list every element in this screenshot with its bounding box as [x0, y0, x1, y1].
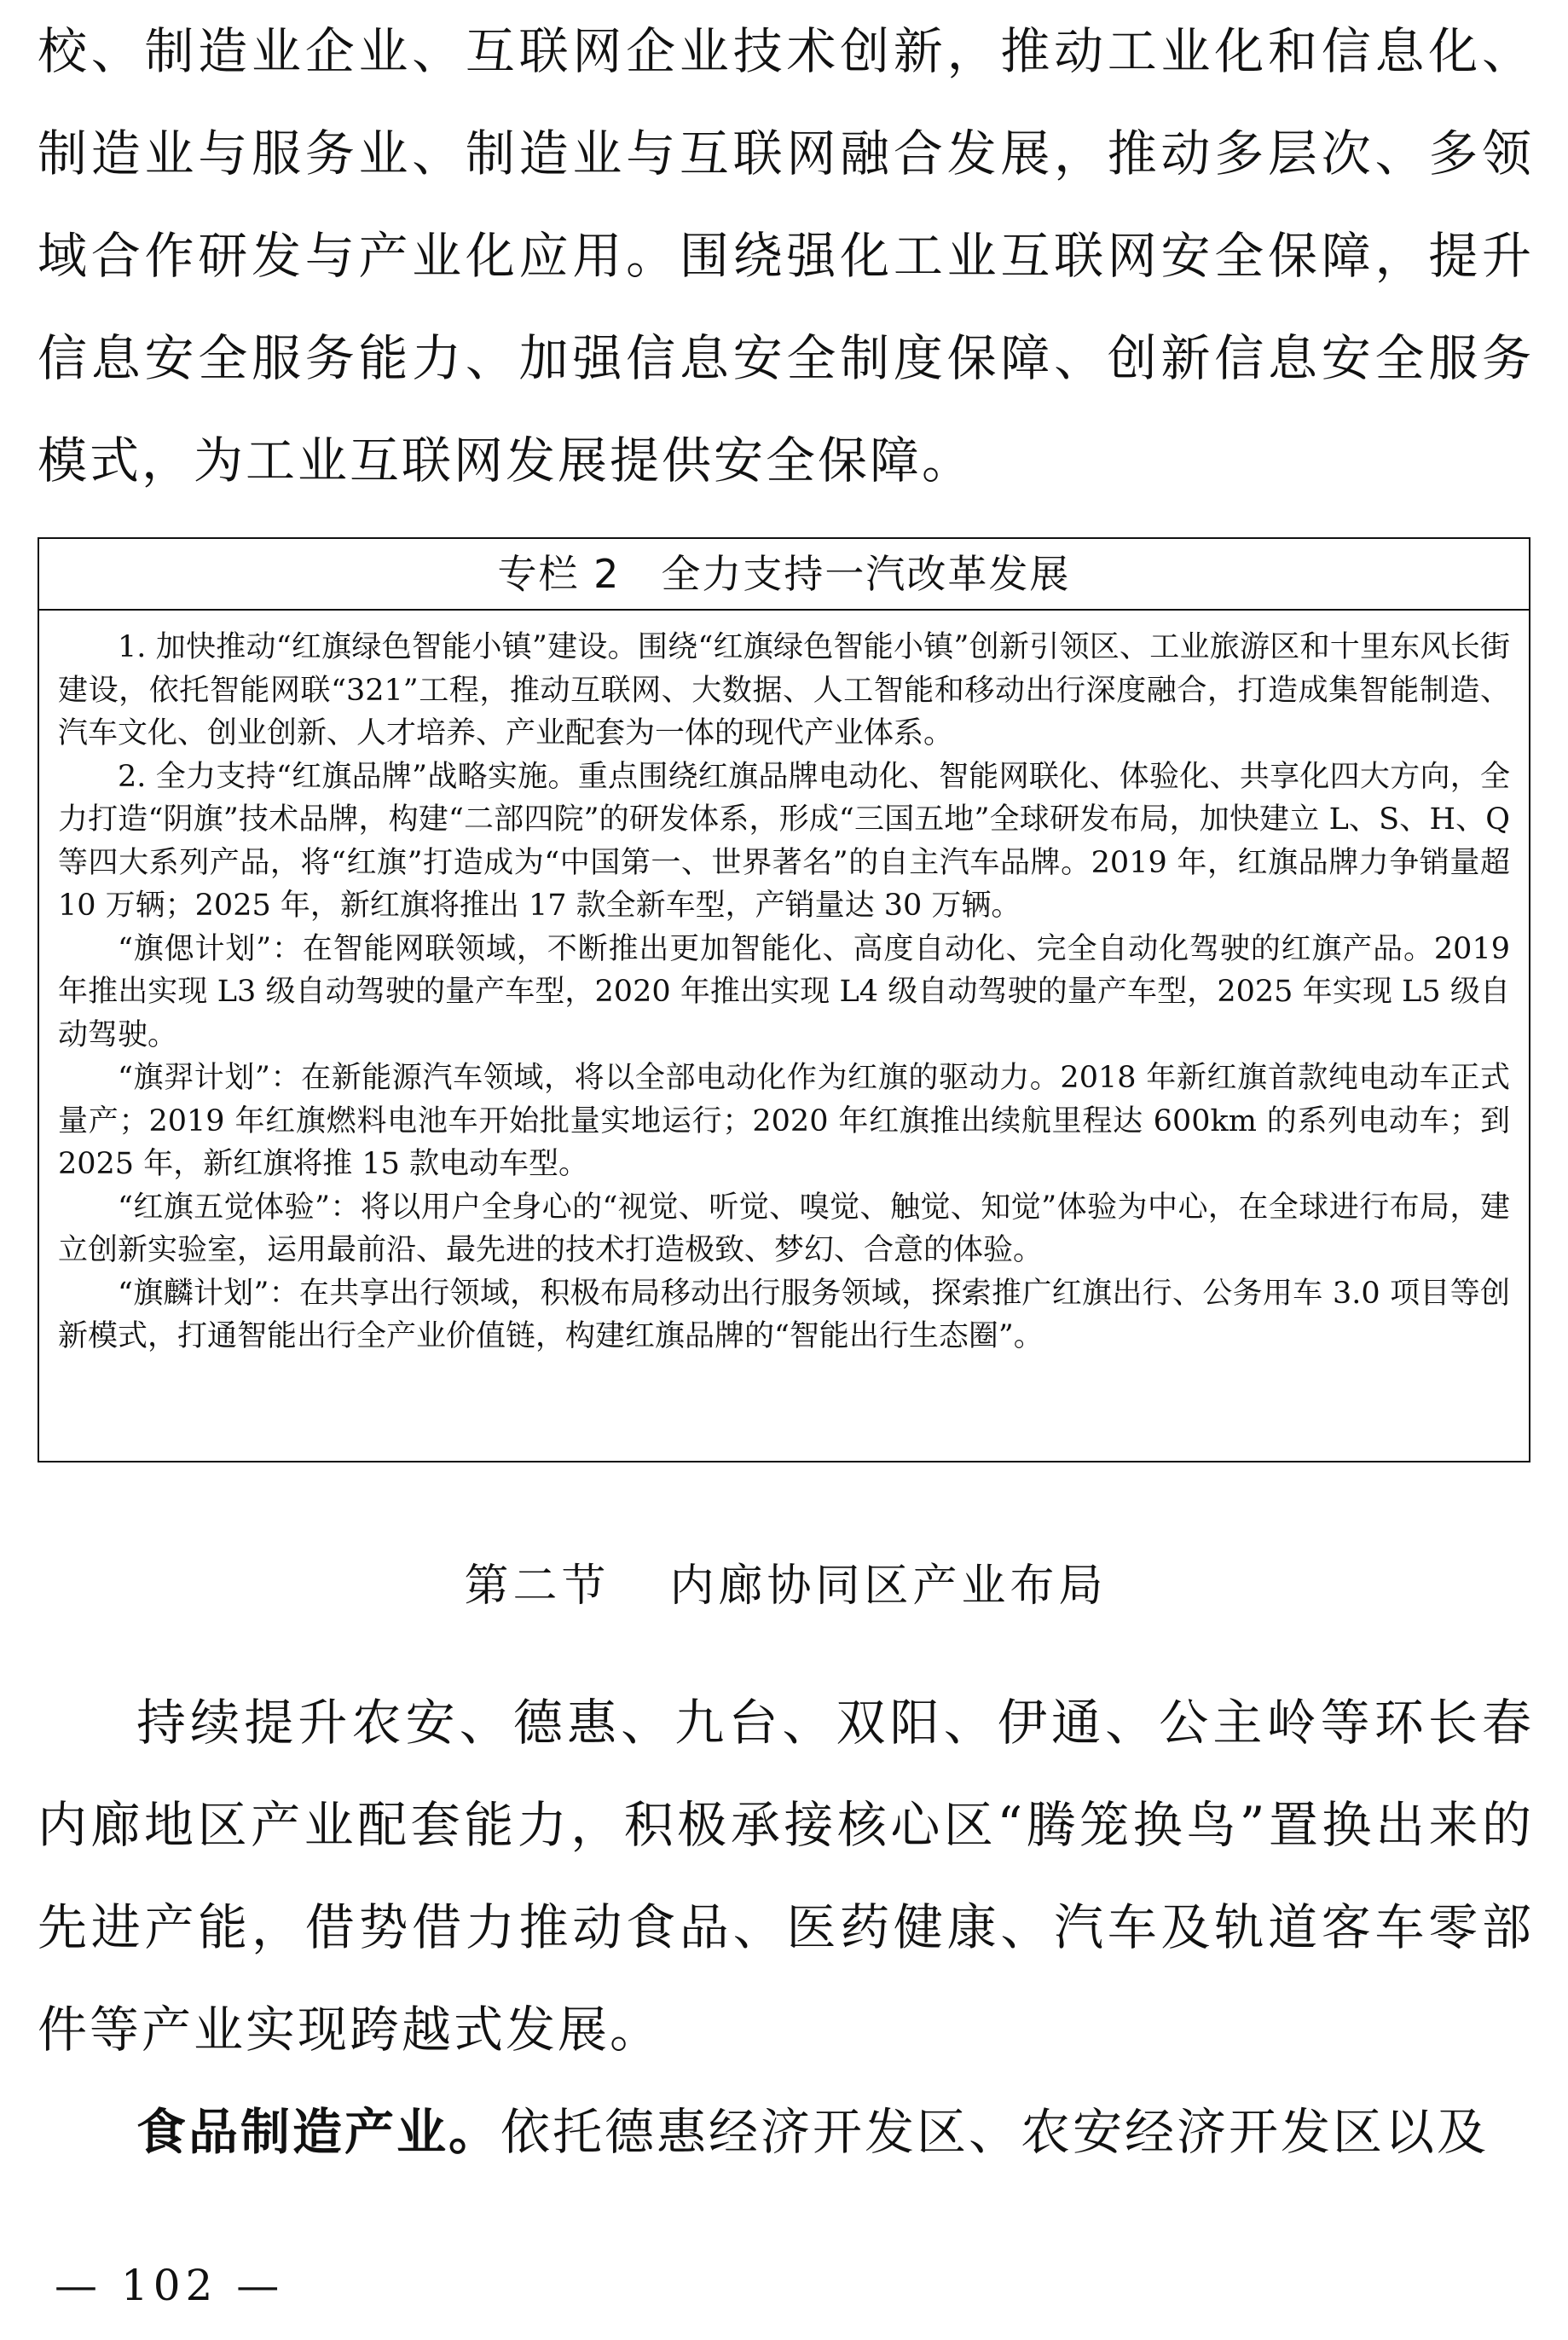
food-lead-heading: 食品制造产业。	[136, 2103, 501, 2161]
corridor-paragraph: 持续提升农安、德惠、九台、双阳、伊通、公主岭等环长春内廊地区产业配套能力，积极承接核心区“腾笼换鸟”置换出来的先进产能，借势借力推动食品、医药健康、汽车及轨道客车零部件等产业实现跨越式发展。	[38, 1694, 1534, 2059]
feature-box	[38, 537, 1530, 1462]
section-number: 第二节	[464, 1561, 610, 1612]
page-number: — 102 —	[55, 2261, 285, 2310]
section-title: 内廊协同区产业布局	[669, 1561, 1108, 1612]
feature-box-body	[39, 611, 1529, 1358]
box-paragraph-qisi: “旗偲计划”：在智能网联领域，不断推出更加智能化、高度自动化、完全自动化驾驶的红旗产品。2019 年推出实现 L3 级自动驾驶的量产车型，2020 年推出实现 L4 级自动驾驶的量产车型，2025 年实现 L5 级自动驾驶。	[58, 931, 1510, 1052]
box-paragraph-brand: 2. 全力支持“红旗品牌”战略实施。重点围绕红旗品牌电动化、智能网联化、体验化、共享化四大方向，全力打造“阴旗”技术品牌，构建“二部四院”的研发体系，形成“三国五地”全球研发布局，加快建立 L、S、H、Q 等四大系列产品，将“红旗”打造成为“中国第一、世界著名”的自主汽车品牌。2019 年，红旗品牌力争销量超 10 万辆；2025 年，新红旗将推出 17 款全新车型，产销量达 30 万辆。	[58, 759, 1510, 923]
food-paragraph-text: 依托德惠经济开发区、农安经济开发区以及	[500, 2103, 1490, 2161]
box-paragraph-qiyi: “旗羿计划”：在新能源汽车领域，将以全部电动化作为红旗的驱动力。2018 年新红旗首款纯电动车正式量产；2019 年红旗燃料电池车开始批量实地运行；2020 年红旗推出续航里程达 600km 的系列电动车；到 2025 年，新红旗将推 15 款电动车型。	[58, 1061, 1510, 1181]
box-paragraph-five-senses: “红旗五觉体验”：将以用户全身心的“视觉、听觉、嗅觉、触觉、知觉”体验为中心，在全球进行布局，建立创新实验室，运用最前沿、最先进的技术打造极致、梦幻、合意的体验。	[58, 1190, 1510, 1267]
box-paragraph-town: 1. 加快推动“红旗绿色智能小镇”建设。围绕“红旗绿色智能小镇”创新引领区、工业旅游区和十里东风长街建设，依托智能网联“321”工程，推动互联网、大数据、人工智能和移动出行深度融合，打造成集智能制造、汽车文化、创业创新、人才培养、产业配套为一体的现代产业体系。	[58, 630, 1510, 750]
box-paragraph-qilin: “旗麟计划”：在共享出行领域，积极布局移动出行服务领域，探索推广红旗出行、公务用车 3.0 项目等创新模式，打通智能出行全产业价值链，构建红旗品牌的“智能出行生态圈”。	[58, 1276, 1510, 1353]
food-paragraph	[38, 2081, 1534, 2183]
intro-paragraph: 校、制造业企业、互联网企业技术创新，推动工业化和信息化、制造业与服务业、制造业与互联网融合发展，推动多层次、多领域合作研发与产业化应用。围绕强化工业互联网安全保障，提升信息安全服务能力、加强信息安全制度保障、创新信息安全服务模式，为工业互联网发展提供安全保障。	[38, 22, 1534, 489]
section-heading	[38, 1552, 1534, 1620]
feature-box-title: 专栏 2 全力支持一汽改革发展	[39, 539, 1529, 611]
